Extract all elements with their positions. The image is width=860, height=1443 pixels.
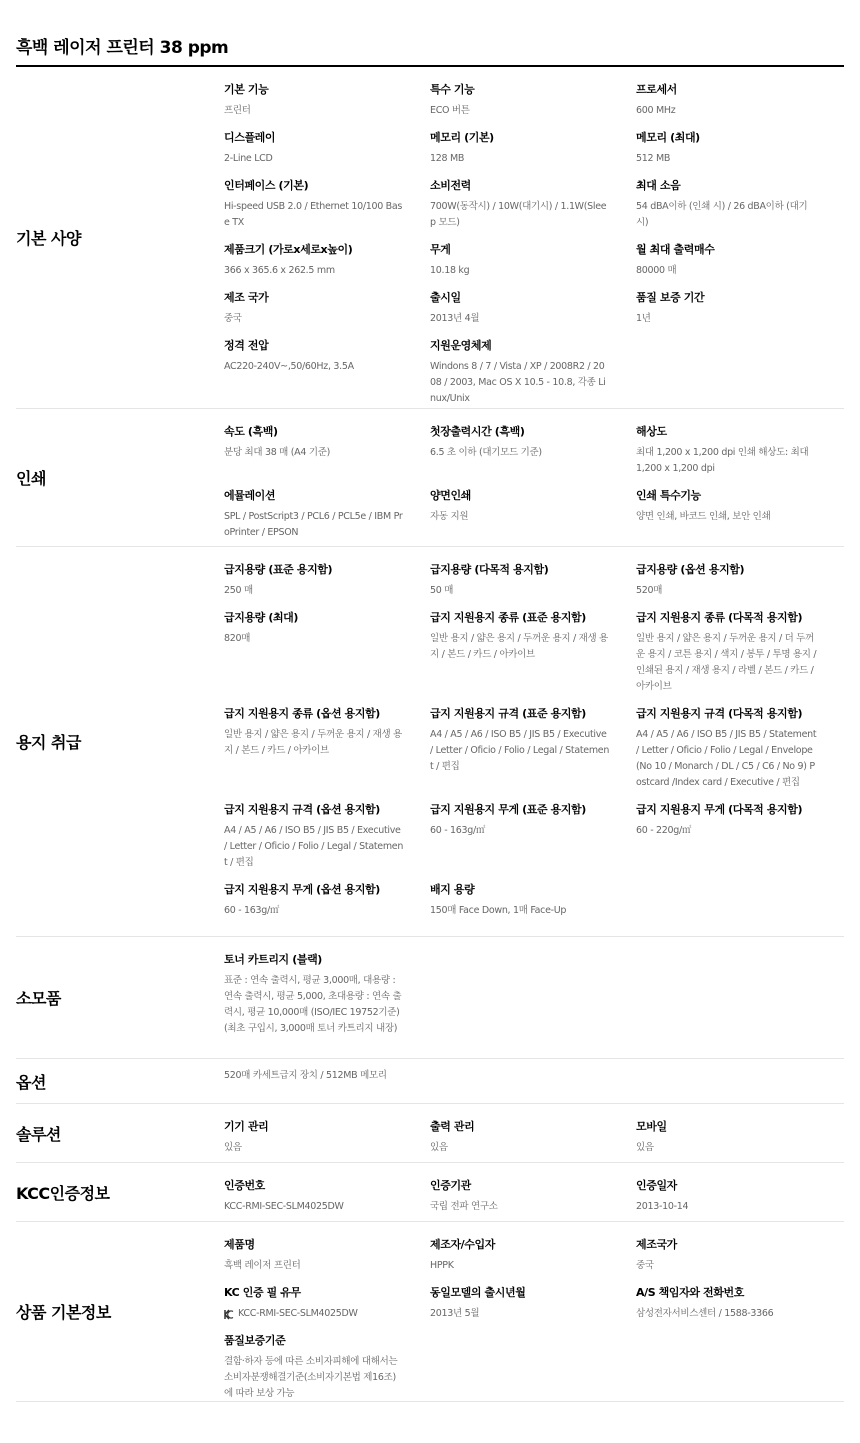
spec-value: 삼성전자서비스센터 / 1588-3366: [636, 1308, 774, 1319]
spec-value: A4 / A5 / A6 / ISO B5 / JIS B5 / Statement / Letter / Oficio / Folio / Legal / Envelope(No 10 / Monarch / DL / C5 / C6 / No 9) Postcard /Index card / Executive / 편집: [636, 729, 817, 788]
spec-key: 급지 지원용지 규격 (표준 용지함): [430, 707, 586, 720]
spec-key: 출력 관리: [430, 1120, 475, 1133]
spec-value: 60 - 163g/㎡: [430, 825, 486, 836]
spec-section: [16, 937, 844, 1059]
spec-section: [16, 409, 844, 547]
spec-key: 인증일자: [636, 1179, 677, 1192]
spec-key: 품질 보증 기간: [636, 291, 705, 304]
spec-value: 6.5 초 이하 (대기모드 기준): [430, 447, 542, 458]
section-label: 인쇄: [16, 469, 46, 488]
spec-key: 첫장출력시간 (흑백): [430, 425, 525, 438]
spec-value: Windons 8 / 7 / Vista / XP / 2008R2 / 2008 / 2003, Mac OS X 10.5 - 10.8, 각종 Linux/Unix: [430, 361, 606, 404]
spec-item: [224, 562, 430, 610]
spec-value: 128 MB: [430, 153, 465, 164]
spec-value: 표준 : 연속 출력시, 평균 3,000매, 대용량 : 연속 출력시, 평균 5,000, 초대용량 : 연속 출력시, 평균 10,000매 (ISO/IEC 19752기준) (최초 구입시, 3,000매 토너 카트리지 내장): [224, 975, 402, 1034]
spec-key: 에뮬레이션: [224, 489, 276, 502]
spec-key: 소비전력: [430, 179, 471, 192]
spec-item: [224, 130, 430, 178]
spec-item: [430, 242, 636, 290]
spec-item: [636, 130, 844, 178]
spec-value: Hi-speed USB 2.0 / Ethernet 10/100 Base TX: [224, 201, 403, 228]
spec-value: 820매: [224, 633, 251, 644]
spec-item: [430, 1237, 636, 1285]
kc-mark-row: [224, 1306, 404, 1322]
spec-value: 2-Line LCD: [224, 153, 273, 164]
spec-key: 제조자/수입자: [430, 1238, 495, 1251]
spec-item: [636, 706, 844, 802]
spec-item: [224, 338, 430, 418]
spec-key: 속도 (흑백): [224, 425, 278, 438]
spec-sections: [16, 67, 844, 1402]
spec-section: [16, 1163, 844, 1222]
spec-value: 분당 최대 38 매 (A4 기준): [224, 447, 330, 458]
spec-value: 중국: [224, 313, 242, 324]
spec-key: 급지 지원용지 종류 (옵션 용지함): [224, 707, 380, 720]
spec-item: [224, 424, 430, 488]
section-label: 상품 기본정보: [16, 1303, 111, 1322]
spec-item: [224, 706, 430, 802]
spec-value: 결함·하자 등에 따른 소비자피해에 대해서는 소비자분쟁해결기준(소비자기본법 제16조)에 따라 보상 가능: [224, 1356, 398, 1399]
spec-item: [430, 82, 636, 130]
spec-item: [636, 290, 844, 338]
spec-item: [636, 424, 844, 488]
spec-item: [430, 706, 636, 802]
spec-key: 급지 지원용지 종류 (다목적 용지함): [636, 611, 803, 624]
spec-section: [16, 67, 844, 409]
spec-key: 메모리 (기본): [430, 131, 494, 144]
spec-key: 해상도: [636, 425, 667, 438]
spec-item: [430, 1285, 636, 1333]
spec-key: 기기 관리: [224, 1120, 269, 1133]
spec-item: [224, 610, 430, 706]
spec-item: [430, 178, 636, 242]
spec-value: 150매 Face Down, 1매 Face-Up: [430, 905, 567, 916]
spec-key: 정격 전압: [224, 339, 269, 352]
spec-key: A/S 책임자와 전화번호: [636, 1286, 744, 1299]
spec-value: A4 / A5 / A6 / ISO B5 / JIS B5 / Executive / Letter / Oficio / Folio / Legal / Statement / 편집: [224, 825, 404, 868]
spec-value: 700W(동작시) / 10W(대기시) / 1.1W(Sleep 모드): [430, 201, 607, 228]
spec-sheet: [16, 0, 844, 1402]
spec-key: 급지용량 (옵션 용지함): [636, 563, 745, 576]
spec-key: 토너 카트리지 (블랙): [224, 953, 322, 966]
spec-value: 520매: [636, 585, 663, 596]
section-label: KCC인증정보: [16, 1183, 110, 1203]
spec-item: [636, 82, 844, 130]
spec-grid: [224, 67, 844, 408]
spec-item: [224, 290, 430, 338]
spec-value: 양면 인쇄, 바코드 인쇄, 보안 인쇄: [636, 511, 771, 522]
spec-value: 있음: [224, 1142, 242, 1153]
spec-key: 기본 기능: [224, 83, 269, 96]
spec-item: [224, 802, 430, 882]
spec-key: 제조국가: [636, 1238, 677, 1251]
spec-value: 512 MB: [636, 153, 671, 164]
spec-item: [224, 952, 430, 1049]
spec-key: 특수 기능: [430, 83, 475, 96]
spec-value: 250 매: [224, 585, 253, 596]
spec-value: KCC-RMI-SEC-SLM4025DW: [224, 1201, 344, 1212]
spec-value: 일반 용지 / 얇은 용지 / 두꺼운 용지 / 재생 용지 / 본드 / 카드 / 아카이브: [224, 729, 402, 756]
spec-grid: [224, 1163, 844, 1221]
spec-value: 60 - 163g/㎡: [224, 905, 280, 916]
spec-value: 60 - 220g/㎡: [636, 825, 692, 836]
spec-value: 프린터: [224, 105, 251, 116]
spec-item: [224, 1285, 430, 1333]
spec-key: 동일모델의 출시년월: [430, 1286, 526, 1299]
spec-item: [636, 488, 844, 552]
spec-key: 급지 지원용지 규격 (다목적 용지함): [636, 707, 803, 720]
spec-value: 최대 1,200 x 1,200 dpi 인쇄 해상도: 최대 1,200 x 1,200 dpi: [636, 447, 809, 474]
spec-key: 최대 소음: [636, 179, 681, 192]
spec-item: [636, 1237, 844, 1285]
spec-value: 80000 매: [636, 265, 677, 276]
spec-item: [224, 1119, 430, 1167]
spec-grid: [224, 1222, 844, 1401]
spec-value: 국립 전파 연구소: [430, 1201, 498, 1212]
spec-value: 520매 카세트급지 장치 / 512MB 메모리: [224, 1069, 387, 1081]
spec-key: 제품명: [224, 1238, 255, 1251]
spec-item: [636, 178, 844, 242]
spec-key: 급지 지원용지 무게 (다목적 용지함): [636, 803, 803, 816]
spec-value: 중국: [636, 1260, 654, 1271]
spec-key: 배지 용량: [430, 883, 475, 896]
spec-value: 2013-10-14: [636, 1201, 689, 1212]
spec-value: 있음: [636, 1142, 654, 1153]
spec-grid: [224, 409, 844, 546]
spec-value: AC220-240V~,50/60Hz, 3.5A: [224, 361, 354, 372]
spec-item: [224, 82, 430, 130]
spec-value: 있음: [430, 1142, 448, 1153]
spec-value: 흑백 레이저 프린터: [224, 1260, 301, 1271]
spec-key: 제조 국가: [224, 291, 269, 304]
spec-item: [224, 242, 430, 290]
spec-value: [224, 1306, 430, 1322]
spec-key: 모바일: [636, 1120, 667, 1133]
spec-item: [430, 802, 636, 882]
spec-value: 자동 지원: [430, 511, 469, 522]
spec-grid: [224, 937, 844, 1058]
spec-section: [16, 1222, 844, 1402]
spec-grid: [224, 1059, 844, 1103]
page-title: 흑백 레이저 프린터 38 ppm: [16, 0, 844, 67]
section-label: 용지 취급: [16, 733, 81, 752]
spec-key: 월 최대 출력매수: [636, 243, 715, 256]
spec-item: [224, 1237, 430, 1285]
spec-value: 366 x 365.6 x 262.5 mm: [224, 265, 335, 276]
spec-key: 품질보증기준: [224, 1334, 286, 1347]
spec-value: 600 MHz: [636, 105, 676, 116]
spec-item: [430, 130, 636, 178]
spec-item: [636, 1119, 844, 1167]
spec-value: 2013년 4월: [430, 313, 480, 324]
spec-key: 인쇄 특수기능: [636, 489, 701, 502]
spec-key: 급지용량 (최대): [224, 611, 299, 624]
spec-value: 54 dBA이하 (인쇄 시) / 26 dBA이하 (대기시): [636, 201, 808, 228]
spec-value: A4 / A5 / A6 / ISO B5 / JIS B5 / Executive / Letter / Oficio / Folio / Legal / Statement / 편집: [430, 729, 610, 772]
section-label: 소모품: [16, 989, 61, 1008]
spec-value: 일반 용지 / 얇은 용지 / 두꺼운 용지 / 더 두꺼운 용지 / 코튼 용지 / 색지 / 봉투 / 투명 용지 / 인쇄된 용지 / 재생 용지 / 라벨 / 본드 / 카드 / 아카이브: [636, 633, 817, 692]
spec-value: 일반 용지 / 얇은 용지 / 두꺼운 용지 / 재생 용지 / 본드 / 카드 / 아카이브: [430, 633, 608, 660]
spec-value: ECO 버튼: [430, 105, 470, 116]
spec-item: [224, 178, 430, 242]
spec-item: [224, 1178, 430, 1226]
spec-section: [16, 1059, 844, 1104]
spec-key: 인증기관: [430, 1179, 471, 1192]
spec-item: [636, 610, 844, 706]
spec-item: [430, 562, 636, 610]
spec-item: [636, 802, 844, 882]
spec-key: 급지 지원용지 종류 (표준 용지함): [430, 611, 586, 624]
section-label: 옵션: [16, 1072, 46, 1092]
spec-section: [16, 1104, 844, 1163]
spec-key: 출시일: [430, 291, 461, 304]
spec-item: [430, 882, 636, 930]
spec-key: 무게: [430, 243, 451, 256]
spec-item: [224, 1068, 430, 1095]
spec-item: [636, 242, 844, 290]
spec-key: 메모리 (최대): [636, 131, 700, 144]
spec-item: [636, 1178, 844, 1226]
spec-item: [224, 882, 430, 930]
spec-item: [430, 1178, 636, 1226]
spec-key: 인터페이스 (기본): [224, 179, 309, 192]
spec-value: 1년: [636, 313, 651, 324]
spec-key: 급지 지원용지 무게 (옵션 용지함): [224, 883, 380, 896]
spec-key: 급지용량 (표준 용지함): [224, 563, 333, 576]
spec-value: 10.18 kg: [430, 265, 470, 276]
kc-cert-number: KCC-RMI-SEC-SLM4025DW: [238, 1308, 358, 1319]
spec-grid: [224, 547, 844, 936]
spec-item: [636, 562, 844, 610]
spec-key: 프로세서: [636, 83, 677, 96]
spec-grid: [224, 1104, 844, 1162]
spec-item: [430, 1119, 636, 1167]
section-label: 솔루션: [16, 1124, 61, 1144]
spec-item: [430, 338, 636, 418]
spec-key: 지원운영체제: [430, 339, 492, 352]
spec-key: 제품크기 (가로x세로x높이): [224, 243, 353, 256]
spec-value: 50 매: [430, 585, 454, 596]
spec-key: 양면인쇄: [430, 489, 471, 502]
section-label: 기본 사양: [16, 229, 81, 248]
spec-item: [430, 610, 636, 706]
spec-key: 급지 지원용지 무게 (표준 용지함): [430, 803, 586, 816]
spec-key: 인증번호: [224, 1179, 265, 1192]
spec-value: 2013년 5월: [430, 1308, 480, 1319]
spec-value: SPL / PostScript3 / PCL6 / PCL5e / IBM ProPrinter / EPSON: [224, 511, 403, 538]
spec-item: [430, 424, 636, 488]
spec-key: 급지용량 (다목적 용지함): [430, 563, 549, 576]
spec-value: HPPK: [430, 1260, 454, 1271]
spec-item: [430, 488, 636, 552]
spec-key: 급지 지원용지 규격 (옵션 용지함): [224, 803, 380, 816]
spec-key: 디스플레이: [224, 131, 276, 144]
spec-section: [16, 547, 844, 937]
spec-item: [636, 1285, 844, 1333]
spec-item: [224, 1333, 430, 1413]
spec-key: KC 인증 필 유무: [224, 1286, 301, 1299]
kc-certification-icon: [224, 1309, 234, 1320]
spec-item: [224, 488, 430, 552]
spec-item: [430, 290, 636, 338]
